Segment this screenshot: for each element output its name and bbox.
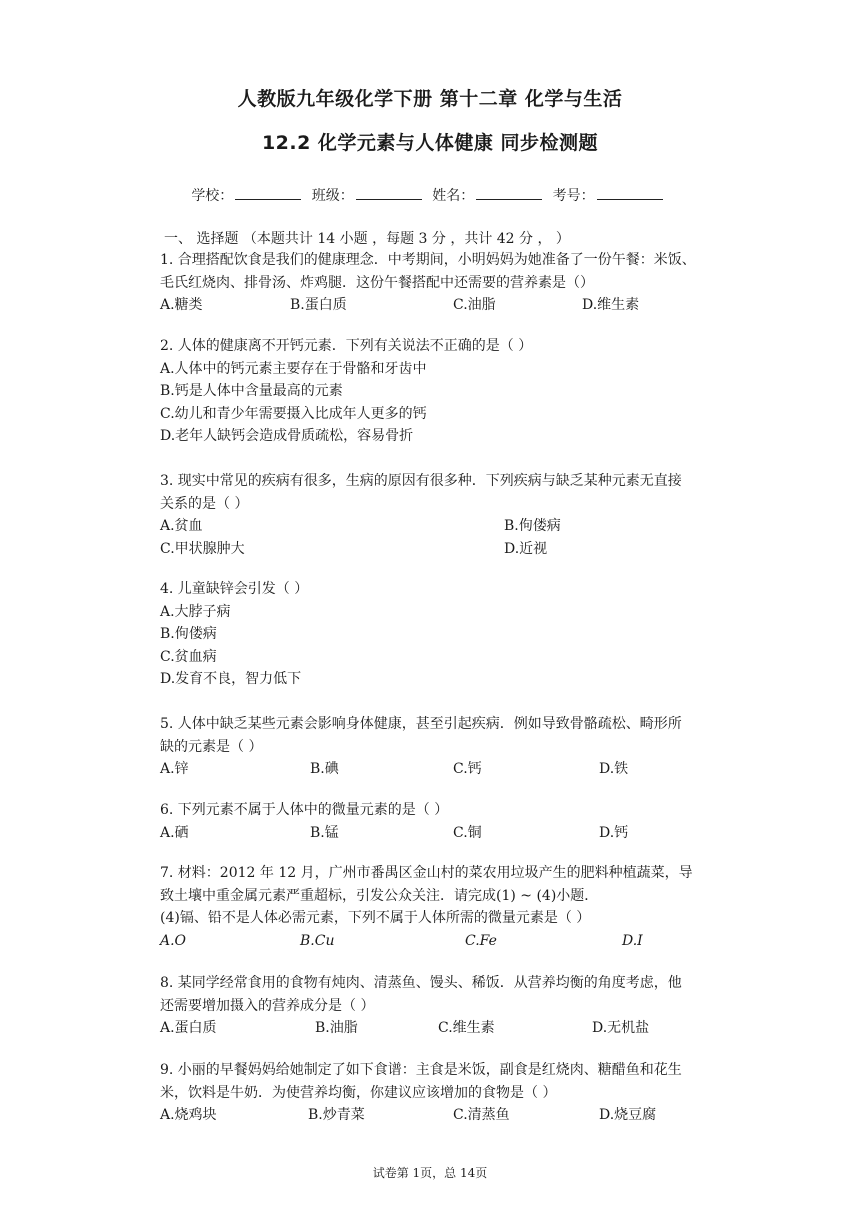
option-a: A.O <box>160 932 187 949</box>
option-a: A.烧鸡块 <box>160 1107 217 1123</box>
option-b: B.炒青菜 <box>308 1107 365 1123</box>
question-9 <box>160 1059 750 1127</box>
question-4 <box>160 578 750 691</box>
option-b: B.蛋白质 <box>290 297 347 313</box>
question-text: 还需要增加摄入的营养成分是（ ） <box>160 997 375 1014</box>
exam-number-blank <box>597 185 663 200</box>
page-subtitle: 12.2 化学元素与人体健康 同步检测题 <box>261 132 599 154</box>
question-text: 米，饮料是牛奶．为使营养均衡，你建议应该增加的食物是（ ） <box>160 1084 557 1101</box>
option-a: A.大脖子病 <box>160 603 231 620</box>
option-c: C.钙 <box>453 761 482 777</box>
question-text: 毛氏红烧肉、排骨汤、炸鸡腿．这份午餐搭配中还需要的营养素是（） <box>160 274 594 291</box>
option-b: B.油脂 <box>315 1020 358 1036</box>
question-text: 3. 现实中常见的疾病有很多，生病的原因有很多种．下列疾病与缺乏某种元素无直接 <box>160 473 682 489</box>
option-d: D.发育不良，智力低下 <box>160 671 302 687</box>
option-c: C.Fe <box>465 932 497 949</box>
option-c: C.维生素 <box>438 1020 495 1036</box>
question-text: 2. 人体的健康离不开钙元素．下列有关说法不正确的是（ ） <box>160 338 533 354</box>
name-blank <box>476 185 542 200</box>
student-info-row <box>0 185 860 205</box>
option-d: D.无机盐 <box>592 1020 650 1036</box>
question-text: 关系的是（ ） <box>160 495 249 512</box>
question-text: 致土壤中重金属元素严重超标，引发公众关注．请完成(1) ~ (4)小题． <box>160 887 599 904</box>
class-label: 班级： <box>311 188 354 204</box>
question-2 <box>160 335 750 448</box>
school-label: 学校： <box>191 188 234 204</box>
option-b: B.锰 <box>310 824 339 841</box>
question-8 <box>160 972 750 1040</box>
option-a: A.贫血 <box>160 518 203 534</box>
option-c: C.清蒸鱼 <box>453 1107 510 1123</box>
option-d: D.近视 <box>504 540 548 557</box>
page-title: 人教版九年级化学下册 第十二章 化学与生活 <box>237 88 623 110</box>
question-text: 4. 儿童缺锌会引发（ ） <box>160 581 309 597</box>
option-a: A.硒 <box>160 824 189 841</box>
option-a: A.糖类 <box>160 297 203 313</box>
exam-number-label: 考号： <box>552 188 595 204</box>
question-text: (4)镉、铅不是人体必需元素，下列不属于人体所需的微量元素是（ ） <box>160 910 591 926</box>
question-text: 5. 人体中缺乏某些元素会影响身体健康，甚至引起疾病．例如导致骨骼疏松、畸形所 <box>160 716 682 732</box>
option-b: B.碘 <box>310 761 339 777</box>
option-c: C.贫血病 <box>160 648 217 665</box>
section-heading: 一、 选择题 （本题共计 14 小题 ，每题 3 分 ，共计 42 分 ， ） <box>164 231 570 247</box>
option-d: D.维生素 <box>582 297 640 313</box>
option-b: B.钙是人体中含量最高的元素 <box>160 383 343 399</box>
question-text: 1. 合理搭配饮食是我们的健康理念．中考期间，小明妈妈为她准备了一份午餐：米饭、 <box>160 252 696 268</box>
question-7 <box>160 862 750 952</box>
option-d: D.铁 <box>599 761 629 777</box>
question-text: 缺的元素是（ ） <box>160 738 263 755</box>
option-c: C.甲状腺肿大 <box>160 540 245 557</box>
option-c: C.铜 <box>453 824 482 841</box>
question-text: 7. 材料：2012 年 12 月，广州市番禺区金山村的菜农用垃圾产生的肥料种植蔬菜，导 <box>160 865 693 881</box>
question-text: 6. 下列元素不属于人体中的微量元素的是（ ） <box>160 802 449 818</box>
option-a: A.锌 <box>160 761 189 777</box>
question-3 <box>160 470 750 560</box>
option-b: B.佝偻病 <box>504 518 561 534</box>
question-1 <box>160 249 750 317</box>
name-label: 姓名： <box>432 188 475 204</box>
question-5 <box>160 713 750 781</box>
option-d: D.钙 <box>599 824 629 841</box>
option-c: C.油脂 <box>453 297 496 313</box>
option-d: D.烧豆腐 <box>599 1107 657 1123</box>
option-d: D.I <box>622 932 643 949</box>
option-a: A.人体中的钙元素主要存在于骨骼和牙齿中 <box>160 360 427 377</box>
option-b: B.佝偻病 <box>160 626 217 642</box>
page-footer: 试卷第 1页，总 14页 <box>372 1166 488 1180</box>
class-blank <box>356 185 422 200</box>
question-text: 8. 某同学经常食用的食物有炖肉、清蒸鱼、馒头、稀饭．从营养均衡的角度考虑，他 <box>160 975 682 991</box>
question-6 <box>160 799 750 844</box>
question-text: 9. 小丽的早餐妈妈给她制定了如下食谱：主食是米饭，副食是红烧肉、糖醋鱼和花生 <box>160 1062 682 1078</box>
school-blank <box>235 185 301 200</box>
option-d: D.老年人缺钙会造成骨质疏松，容易骨折 <box>160 428 414 444</box>
option-a: A.蛋白质 <box>160 1020 217 1036</box>
option-b: B.Cu <box>300 932 335 949</box>
option-c: C.幼儿和青少年需要摄入比成年人更多的钙 <box>160 405 427 422</box>
